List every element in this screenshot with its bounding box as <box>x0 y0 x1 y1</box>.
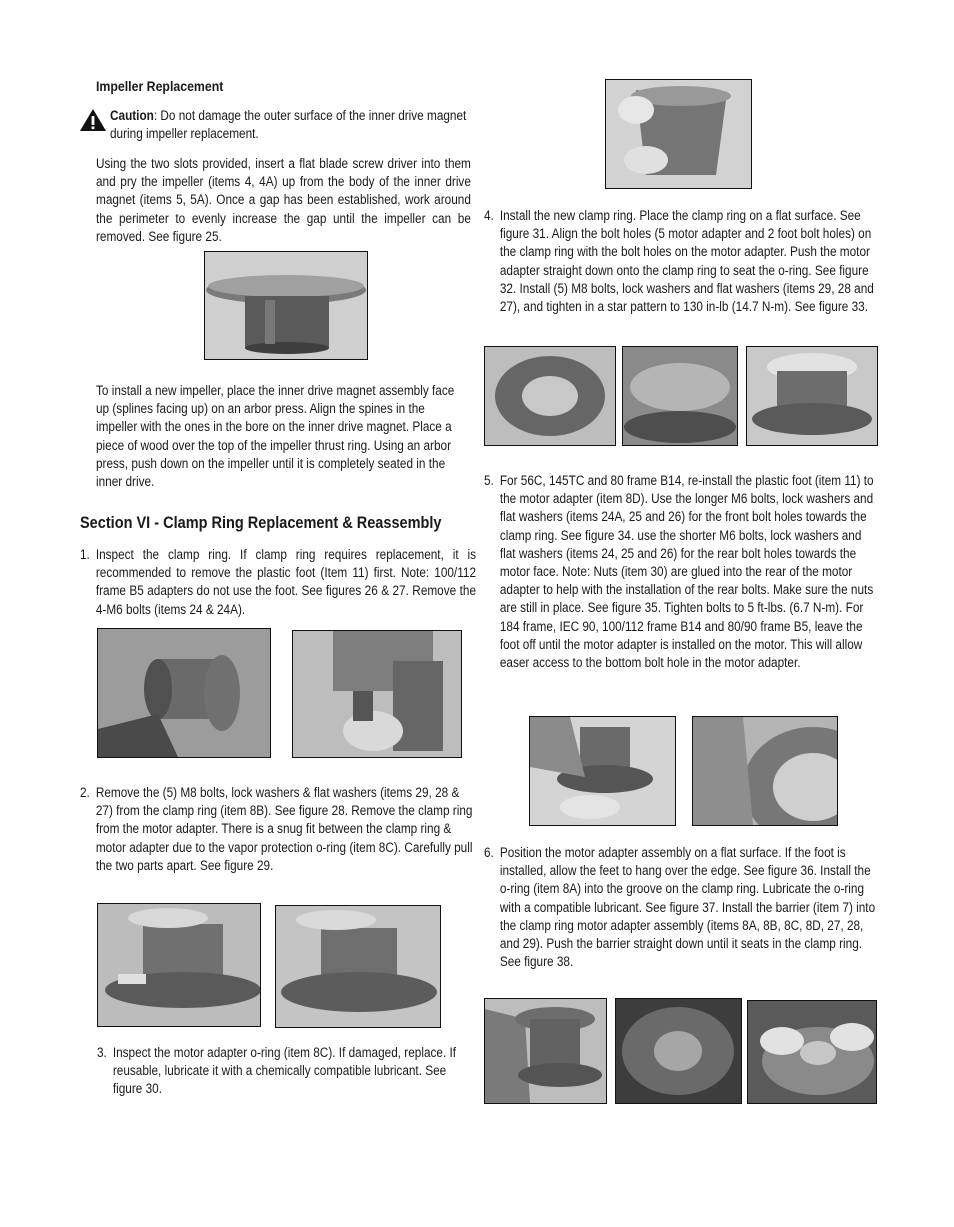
step-text: Inspect the motor adapter o-ring (item 8C). If damaged, replace. If reusable, lubricate it with a chemically compatible lubricant. See figure 30. <box>112 1045 457 1097</box>
step-text: Install the new clamp ring. Place the clamp ring on a flat surface. See figure 31. Align the bolt holes (5 motor adapter and 2 foot bolt holes) on the clamp ring with the bolt holes on the motor adapter. Push the motor adapter straight down onto the clamp ring to seat the o-ring. See figure 32. Install (5) M8 bolts, lock washers and flat washers (items 29, 28 and 27), and tighten in a star pattern to 130 in-lb (14.7 N-m). See figure 33. <box>499 208 874 315</box>
step-number: 3. <box>97 1045 107 1060</box>
figure-38-photo <box>747 1000 877 1104</box>
caution-text: : Do not damage the outer surface of the inner drive magnet during impeller replacement. <box>110 108 467 142</box>
figure-26-photo <box>97 628 271 758</box>
figure-30-photo <box>605 79 752 189</box>
step-text: Position the motor adapter assembly on a flat surface. If the foot is installed, allow the feet to hang over the edge. See figure 36. Install the o-ring (item 8A) into the groove on the clamp ring. Lubricate the o-ring with a compatible lubricant. See figure 37. Install the barrier (item 7) into the clamp ring motor adapter assembly (items 8A, 8B, 8C, 8D, 27, 28, and 29). Push the barrier straight down until it seats in the clamp ring. See figure 38. <box>499 845 876 970</box>
warning-triangle-icon <box>79 108 107 132</box>
step-text: Inspect the clamp ring. If clamp ring requires replacement, it is recommended to remove the plastic foot (Item 11) first. Note: 100/112 frame B5 adapters do not use the foot. See figures 26 & 27. Remove the 4-M6 bolts (items 24 & 24A). <box>95 547 476 617</box>
section-vi-heading: Section VI - Clamp Ring Replacement & Reassembly <box>80 514 442 532</box>
caution-note <box>110 107 469 143</box>
figure-32-photo <box>622 346 738 446</box>
figure-28-photo <box>97 903 261 1027</box>
figure-34-photo <box>529 716 676 826</box>
figure-36-photo <box>484 998 607 1104</box>
step-number: 6. <box>484 845 494 860</box>
caution-label: Caution <box>110 108 154 123</box>
figure-33-photo <box>746 346 878 446</box>
impeller-removal-paragraph: Using the two slots provided, insert a flat blade screw driver into them and pry the impeller (items 4, 4A) up from the body of the inner drive magnet (items 5, 5A). Once a gap has been established, work around the perimeter to evenly increase the gap until the impeller can be removed. See figure 25. <box>96 156 471 244</box>
impeller-install-paragraph: To install a new impeller, place the inner drive magnet assembly face up (splines facing up) on an arbor press. Align the spines in the impeller with the ones in the bore on the inner drive magnet. Place a piece of wood over the top of the impeller thrust ring. Using an arbor press, push down on the impeller until it is completely seated in the inner drive. <box>96 383 455 490</box>
figure-35-photo <box>692 716 838 826</box>
step-text: For 56C, 145TC and 80 frame B14, re-install the plastic foot (item 11) to the motor adapter (item 8D). Use the longer M6 bolts, lock washers and flat washers (items 24A, 25 and 26) for the front bolt holes towards the clamp ring. See figure 34. use the shorter M6 bolts, lock washers and flat washers (items 24, 25 and 26) for the rear bolt holes towards the motor face. Note: Nuts (item 30) are glued into the rear of the motor adapter to help with the installation of the rear bolts. Make sure the nuts are still in place. See figure 35. Tighten bolts to 5 ft-lbs. (6.7 N-m). For 184 frame, IEC 90, 100/112 frame B14 and 80/90 frame B5, leave the foot off until the motor adapter is installed on the motor. This will allow easer access to the bottom bolt hole in the motor adapter. <box>499 473 874 671</box>
figure-37-photo <box>615 998 742 1104</box>
step-text: Remove the (5) M8 bolts, lock washers & flat washers (items 29, 28 & 27) from the clamp ring (item 8B). See figure 28. Remove the clamp ring from the motor adapter. There is a snug fit between the clamp ring & motor adapter due to the vapor protection o-ring (item 8C). Carefully pull the two parts apart. See figure 29. <box>95 785 473 873</box>
figure-27-photo <box>292 630 462 758</box>
step-number: 5. <box>484 473 494 488</box>
figure-31-photo <box>484 346 616 446</box>
step-number: 4. <box>484 208 494 223</box>
figure-29-photo <box>275 905 441 1028</box>
figure-25-impeller-photo <box>204 251 368 360</box>
impeller-replacement-heading: Impeller Replacement <box>96 78 224 94</box>
step-number: 2. <box>80 785 90 800</box>
step-number: 1. <box>80 547 90 562</box>
